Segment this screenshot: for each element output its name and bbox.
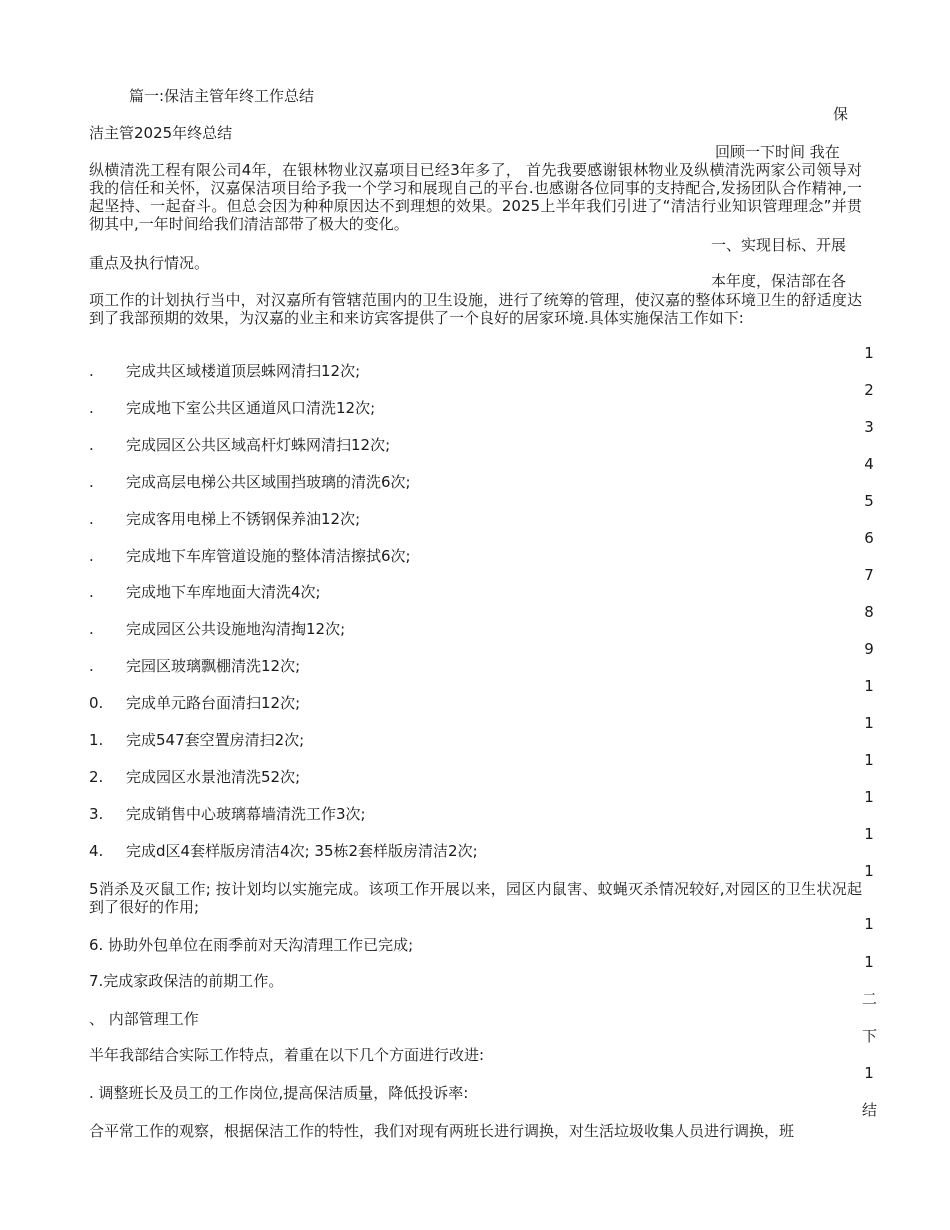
work-item-number: 2. — [89, 768, 104, 786]
margin-char: 1 — [864, 1064, 874, 1082]
work-item-number: . — [89, 510, 94, 528]
work-item — [89, 399, 375, 418]
work-item — [89, 842, 478, 861]
work-item — [89, 436, 390, 455]
margin-char: 1 — [864, 862, 874, 880]
work-item-text: 完园区玻璃飘棚清洗12次; — [126, 657, 301, 675]
work-item — [89, 805, 366, 824]
work-item-number: . — [89, 547, 94, 565]
margin-char: 1 — [864, 953, 874, 971]
work-item — [89, 473, 411, 492]
work-item — [89, 768, 300, 787]
work-item-text: 完成园区公共区域高杆灯蛛网清扫12次; — [126, 436, 391, 454]
item-17: 7.完成家政保洁的前期工作。 — [89, 972, 284, 990]
margin-char: 4 — [864, 455, 874, 473]
work-item — [89, 547, 411, 566]
year-lead: 本年度，保洁部在各 — [711, 272, 847, 290]
adjust-line: . 调整班长及员工的工作岗位,提高保洁质量，降低投诉率: — [89, 1084, 469, 1102]
document-subtitle: 洁主管2025年终总结 — [89, 124, 233, 142]
work-item — [89, 731, 304, 750]
margin-char: 二 — [862, 990, 878, 1008]
margin-char: 8 — [864, 603, 874, 621]
document-title: 篇一:保洁主管年终工作总结 — [129, 87, 315, 105]
work-item-number: . — [89, 583, 94, 601]
section1-heading-cont: 重点及执行情况。 — [89, 254, 210, 272]
margin-char: 下 — [862, 1027, 878, 1045]
margin-char: 1 — [864, 825, 874, 843]
margin-char: 1 — [864, 714, 874, 732]
work-item-number: . — [89, 362, 94, 380]
margin-char: 7 — [864, 566, 874, 584]
margin-char: 5 — [864, 492, 874, 510]
margin-char: 3 — [864, 418, 874, 436]
intro-lead: 回顾一下时间 我在 — [715, 143, 840, 161]
work-item-number: . — [89, 473, 94, 491]
section2-heading: 、 内部管理工作 — [89, 1010, 199, 1028]
item-15: 5消杀及灭鼠工作; 按计划均以实施完成。该项工作开展以来，园区内鼠害、蚊蝇灭杀情况较好,对园区的卫生状况起到了很好的作用; — [89, 880, 862, 916]
work-item-number: 3. — [89, 805, 104, 823]
margin-char: 1 — [864, 677, 874, 695]
work-item-text: 完成共区域楼道顶层蛛网清扫12次; — [126, 362, 361, 380]
work-item-number: . — [89, 399, 94, 417]
work-item — [89, 657, 300, 676]
work-item-number: 4. — [89, 842, 104, 860]
work-item-text: 完成高层电梯公共区域围挡玻璃的清洗6次; — [126, 473, 411, 491]
work-item-text: 完成547套空置房清扫2次; — [126, 731, 305, 749]
work-item-text: 完成地下室公共区通道风口清洗12次; — [126, 399, 376, 417]
work-item-text: 完成地下车库管道设施的整体清洁擦拭6次; — [126, 547, 411, 565]
work-item-number: . — [89, 436, 94, 454]
margin-char: 1 — [864, 915, 874, 933]
item-16: 6. 协助外包单位在雨季前对天沟清理工作已完成; — [89, 936, 414, 954]
work-item-number: 1. — [89, 731, 104, 749]
work-item — [89, 583, 321, 602]
half-year-line: 半年我部结合实际工作特点，着重在以下几个方面进行改进: — [89, 1046, 485, 1064]
work-item-text: 完成园区水景池清洗52次; — [126, 768, 301, 786]
work-item-text: 完成地下车库地面大清洗4次; — [126, 583, 321, 601]
work-item — [89, 620, 345, 639]
work-item-text: 完成销售中心玻璃幕墙清洗工作3次; — [126, 805, 366, 823]
work-item-number: . — [89, 657, 94, 675]
margin-char: 1 — [864, 751, 874, 769]
margin-char: 结 — [862, 1101, 878, 1119]
work-item-text: 完成园区公共设施地沟清掏12次; — [126, 620, 346, 638]
year-paragraph: 项工作的计划执行当中，对汉嘉所有管辖范围内的卫生设施，进行了统筹的管理，使汉嘉的整体环境卫生的舒适度达到了我部预期的效果，为汉嘉的业主和来访宾客提供了一个良好的居家环境.具体实施保洁工作如下: — [89, 291, 862, 327]
work-item-text: 完成d区4套样版房清洁4次; 35栋2套样版房清洁2次; — [126, 842, 478, 860]
section1-heading: 一、实现目标、开展 — [711, 236, 847, 254]
work-item — [89, 510, 360, 529]
margin-char: 2 — [864, 381, 874, 399]
work-item-number: 0. — [89, 694, 104, 712]
work-item-number: . — [89, 620, 94, 638]
last-line: 合平常工作的观察，根据保洁工作的特性，我们对现有两班长进行调换，对生活垃圾收集人员进行调换，班 — [89, 1122, 795, 1140]
intro-paragraph: 纵横清洗工程有限公司4年，在银林物业汉嘉项目已经3年多了， 首先我要感谢银林物业及纵横清洗两家公司领导对我的信任和关怀，汉嘉保洁项目给予我一个学习和展现自己的平台.也感谢各位同事的支持配合,发扬团队合作精神,一起坚持、一起奋斗。但总会因为种种原因达不到理想的效果。2025上半年我们引进了“清洁行业知识管理理念”并贯彻其中,一年时间给我们清洁部带了极大的变化。 — [89, 161, 862, 233]
work-item — [89, 694, 300, 713]
work-item — [89, 362, 360, 381]
margin-char: 1 — [864, 344, 874, 362]
work-item-text: 完成单元路台面清扫12次; — [126, 694, 301, 712]
margin-char: 1 — [864, 788, 874, 806]
work-item-text: 完成客用电梯上不锈钢保养油12次; — [126, 510, 361, 528]
margin-char: 9 — [864, 640, 874, 658]
margin-char: 6 — [864, 529, 874, 547]
title-continuation-char: 保 — [833, 105, 849, 123]
